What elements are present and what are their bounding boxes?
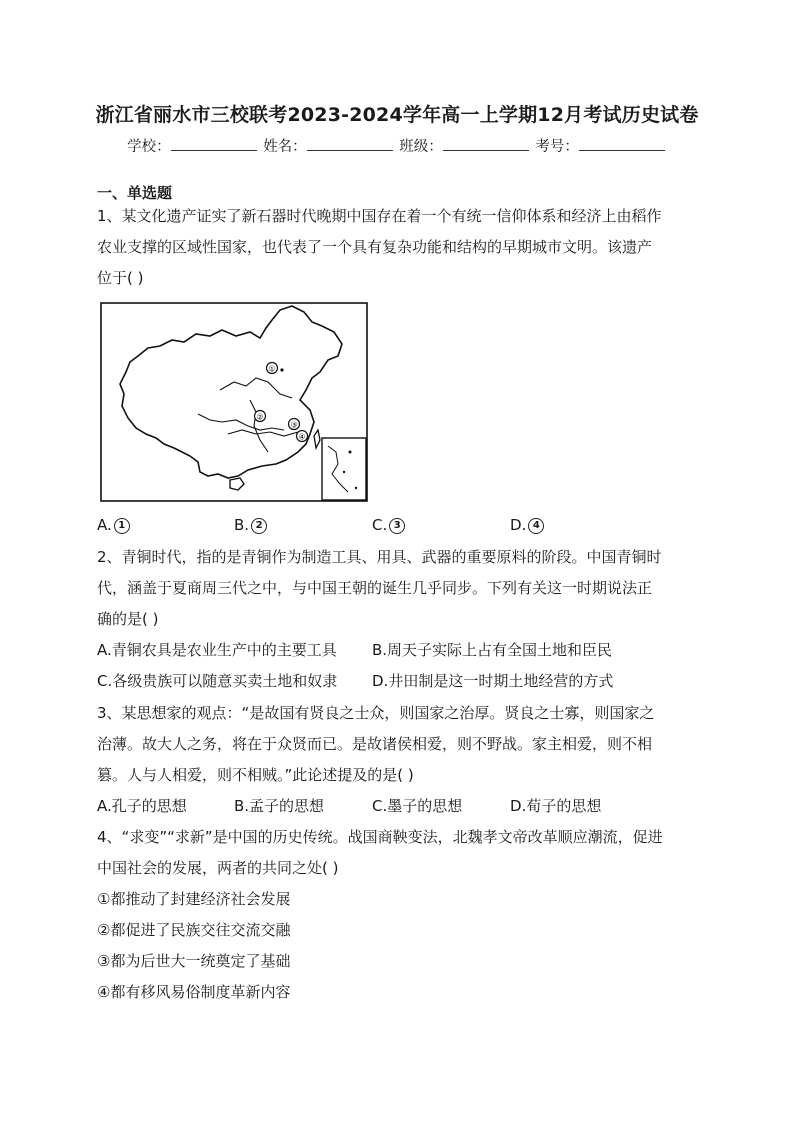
q4-line-2: 中国社会的发展，两者的共同之处( ) — [97, 859, 339, 877]
id-label: 考号： — [535, 139, 579, 155]
map-marker-4 — [297, 431, 308, 442]
q2-option-c[interactable]: C.各级贵族可以随意买卖土地和奴隶 — [97, 672, 338, 690]
svg-text:②: ② — [256, 412, 264, 422]
section-title: 一、单选题 — [97, 184, 173, 202]
map-marker-3 — [289, 419, 300, 430]
option-mark-1: 1 — [114, 518, 130, 534]
q1-option-a[interactable]: A. 1 — [97, 516, 130, 534]
school-label: 学校： — [127, 139, 171, 155]
china-map-figure — [100, 302, 368, 502]
q1-option-b[interactable]: B. 2 — [234, 516, 267, 534]
class-label: 班级： — [399, 139, 443, 155]
south-sea-inset — [322, 438, 366, 500]
class-blank[interactable] — [443, 136, 529, 151]
q4-item-4: ④都有移风易俗制度革新内容 — [97, 983, 291, 1001]
name-label: 姓名： — [263, 139, 307, 155]
q4-item-1: ①都推动了封建经济社会发展 — [97, 890, 291, 908]
q2-option-d[interactable]: D.井田制是这一时期土地经营的方式 — [372, 672, 614, 690]
school-blank[interactable] — [171, 136, 257, 151]
q1-line-2: 农业支撑的区域性国家，也代表了一个具有复杂功能和结构的早期城市文明。该遗产 — [97, 238, 653, 256]
exam-title: 浙江省丽水市三校联考2023-2024学年高一上学期12月考试历史试卷 — [95, 104, 699, 126]
name-blank[interactable] — [307, 136, 393, 151]
q3-line-1: 3、某思想家的观点：“是故国有贤良之士众，则国家之治厚。贤良之士寡，则国家之 — [97, 704, 655, 722]
option-mark-3: 3 — [389, 518, 405, 534]
q1-option-c[interactable]: C. 3 — [372, 516, 405, 534]
q1-line-1: 1、某文化遗产证实了新石器时代晚期中国存在着一个有统一信仰体系和经济上由稻作 — [97, 207, 662, 225]
svg-text:④: ④ — [298, 432, 306, 442]
q3-option-d[interactable]: D.荀子的思想 — [510, 797, 602, 815]
q3-option-b[interactable]: B.孟子的思想 — [234, 797, 325, 815]
option-mark-2: 2 — [251, 518, 267, 534]
q2-option-b[interactable]: B.周天子实际上占有全国土地和臣民 — [372, 641, 613, 659]
q1-option-d[interactable]: D. 4 — [510, 516, 544, 534]
option-mark-4: 4 — [528, 518, 544, 534]
q2-line-2: 代，涵盖于夏商周三代之中，与中国王朝的诞生几乎同步。下列有关这一时期说法正 — [97, 579, 653, 597]
q3-option-c[interactable]: C.墨子的思想 — [372, 797, 463, 815]
q2-line-3: 确的是( ) — [97, 610, 159, 628]
q2-line-1: 2、青铜时代，指的是青铜作为制造工具、用具、武器的重要原料的阶段。中国青铜时 — [97, 548, 662, 566]
id-blank[interactable] — [579, 136, 665, 151]
q3-option-a[interactable]: A.孔子的思想 — [97, 797, 187, 815]
q1-line-3: 位于( ) — [97, 269, 144, 287]
q3-line-2: 治薄。故大人之务，将在于众贤而已。是故诸侯相爱，则不野战。家主相爱，则不相 — [97, 735, 653, 753]
map-marker-2 — [255, 411, 266, 422]
svg-text:①: ① — [268, 364, 276, 374]
svg-text:③: ③ — [290, 420, 298, 430]
q2-option-a[interactable]: A.青铜农具是农业生产中的主要工具 — [97, 641, 337, 659]
q3-line-3: 篡。人与人相爱，则不相贼。”此论述提及的是( ) — [97, 766, 414, 784]
q4-item-3: ③都为后世大一统奠定了基础 — [97, 952, 291, 970]
q4-item-2: ②都促进了民族交往交流交融 — [97, 921, 291, 939]
student-info-line — [0, 135, 794, 156]
q4-line-1: 4、“求变”“求新”是中国的历史传统。战国商鞅变法，北魏孝文帝改革顺应潮流，促进 — [97, 828, 663, 846]
